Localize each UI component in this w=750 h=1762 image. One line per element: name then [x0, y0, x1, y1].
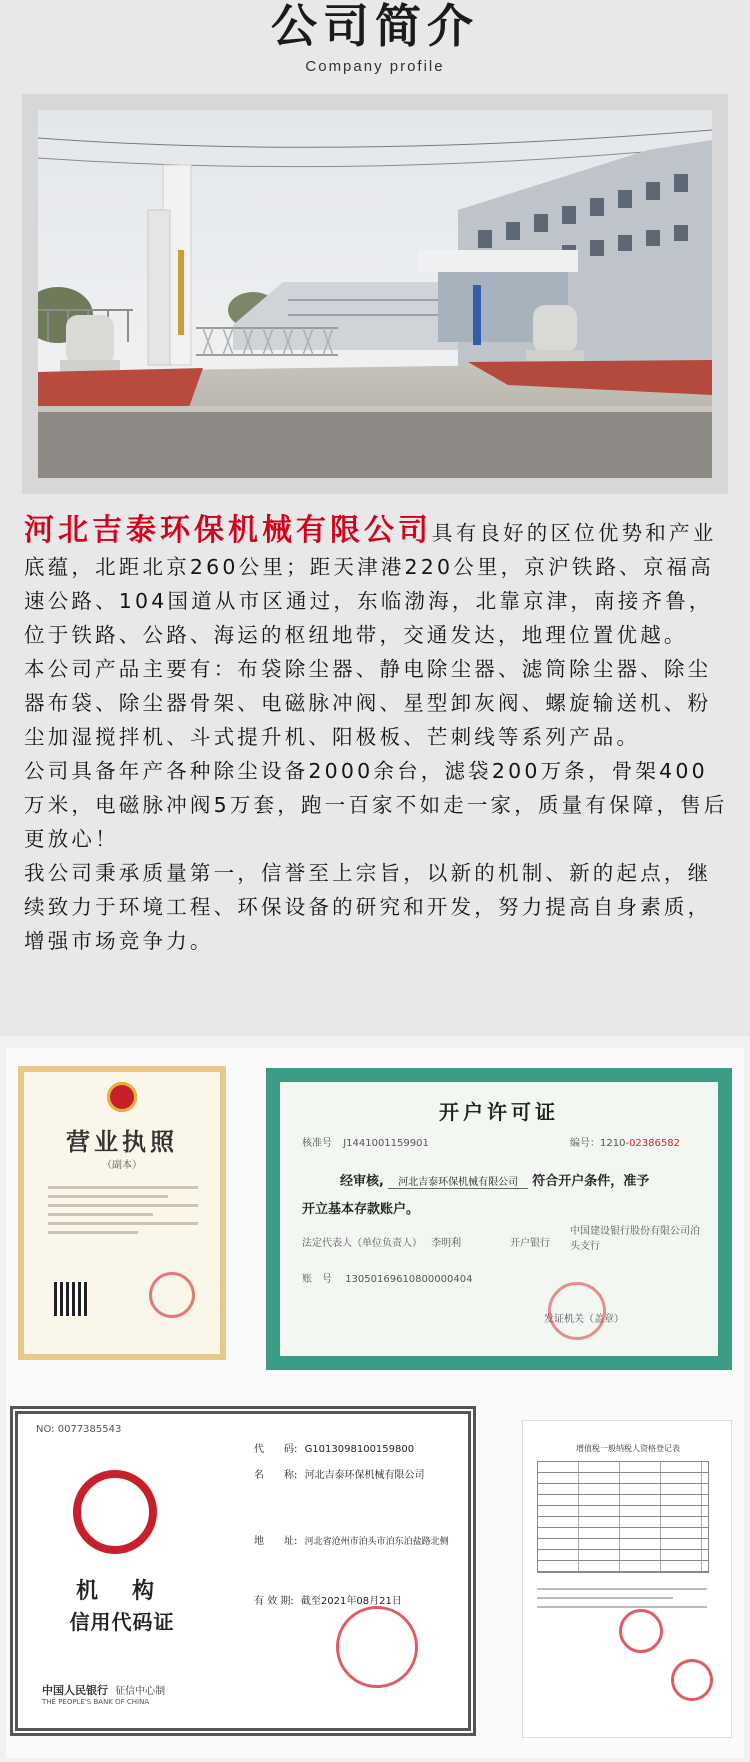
credit-code: G1013098100159800	[304, 1444, 415, 1455]
license-text-lines	[48, 1180, 198, 1240]
tax-form-title: 增值税一般纳税人资格登记表	[576, 1444, 680, 1453]
tax-form-table	[537, 1461, 709, 1573]
certificates-section	[0, 1036, 750, 1762]
permit-line1-tail: 符合开户条件，准予	[532, 1174, 650, 1189]
license-copy-label: （副本）	[102, 1160, 142, 1171]
permit-bank-label: 开户银行	[510, 1238, 550, 1249]
permit-serial-no: 02386582	[629, 1138, 680, 1149]
credit-name-label: 名 称:	[254, 1470, 298, 1481]
page-title: 公司简介	[271, 0, 479, 53]
credit-addr: 河北省沧州市泊头市泊东泊盐路北侧	[304, 1537, 449, 1547]
permit-line2: 开立基本存款账户。	[302, 1202, 420, 1217]
credit-issuer: 中国人民银行	[42, 1684, 108, 1697]
credit-title-line1: 机 构	[75, 1578, 160, 1604]
permit-serial-label: 编号：1210-	[570, 1138, 630, 1149]
credit-no: NO: 0077385543	[36, 1424, 122, 1435]
company-name: 河北吉泰环保机械有限公司	[24, 513, 432, 548]
capacity-paragraph: 公司具备年产各种除尘设备2000余台，滤袋200万条，骨架400万米，电磁脉冲阀5万套，跑一百家不如走一家，质量有保障，售后更放心！	[24, 759, 728, 851]
credit-name: 河北吉泰环保机械有限公司	[304, 1470, 425, 1481]
permit-company: 河北吉泰环保机械有限公司	[388, 1177, 528, 1189]
permit-legal-rep: 李明利	[431, 1238, 462, 1249]
permit-account: 13050169610800000404	[345, 1274, 473, 1285]
tax-stamp-1	[619, 1609, 663, 1653]
license-stamp	[149, 1272, 195, 1318]
qr-code-icon	[54, 1282, 88, 1316]
tax-registration-form	[522, 1420, 732, 1738]
permit-line1-label: 经审核,	[340, 1174, 384, 1189]
license-title: 营业执照	[66, 1127, 178, 1156]
credit-stamp	[336, 1606, 418, 1688]
credit-issuer-tail: 征信中心制	[115, 1686, 166, 1697]
credit-code-certificate	[10, 1406, 476, 1736]
page-subtitle: Company profile	[305, 58, 445, 75]
permit-issuer: 发证机关（盖章）	[544, 1314, 624, 1325]
national-emblem-icon	[107, 1082, 137, 1112]
credit-code-label: 代 码:	[254, 1444, 298, 1455]
intro-paragraph	[24, 514, 728, 652]
permit-stamp	[548, 1282, 606, 1340]
permit-bank: 中国建设银行股份有限公司泊头支行	[570, 1226, 700, 1252]
credit-title-line2: 信用代码证	[69, 1610, 175, 1634]
credit-issuer-en: THE PEOPLE'S BANK OF CHINA	[42, 1698, 150, 1706]
products-paragraph: 本公司产品主要有：布袋除尘器、静电除尘器、滤筒除尘器、除尘器布袋、除尘器骨架、电磁脉冲阀、星型卸灰阀、螺旋输送机、粉尘加湿搅拌机、斗式提升机、阳极板、芒刺线等系列产品。	[24, 657, 712, 749]
tax-stamp-2	[671, 1659, 713, 1701]
company-gate-photo	[38, 110, 712, 478]
intro-text: 具有良好的区位优势和产业底蕴，北距北京260公里；距天津港220公里，京沪铁路、京福高速公路、104国道从市区通过，东临渤海，北靠京津，南接齐鲁，位于铁路、公路、海运的枢纽地带，交通发达，地理位置优越。	[24, 521, 717, 647]
company-description	[24, 514, 728, 958]
account-permit	[266, 1068, 732, 1370]
credit-logo-icon	[73, 1470, 157, 1554]
credit-valid: 截至2021年08月21日	[300, 1596, 402, 1607]
permit-approval-no: J1441001159901	[343, 1138, 429, 1149]
company-photo-frame	[22, 94, 728, 494]
permit-account-label: 账 号	[302, 1274, 332, 1285]
permit-legal-rep-label: 法定代表人（单位负责人）	[302, 1238, 422, 1249]
tax-form-lines	[537, 1581, 707, 1615]
business-license	[18, 1066, 226, 1360]
philosophy-paragraph: 我公司秉承质量第一，信誉至上宗旨，以新的机制、新的起点，继续致力于环境工程、环保设备的研究和开发，努力提高自身素质，增强市场竞争力。	[24, 861, 712, 953]
credit-addr-label: 地 址:	[254, 1536, 298, 1547]
credit-valid-label: 有 效 期:	[254, 1596, 294, 1607]
permit-approval-label: 核准号	[302, 1138, 332, 1149]
permit-title: 开户许可证	[439, 1100, 559, 1124]
